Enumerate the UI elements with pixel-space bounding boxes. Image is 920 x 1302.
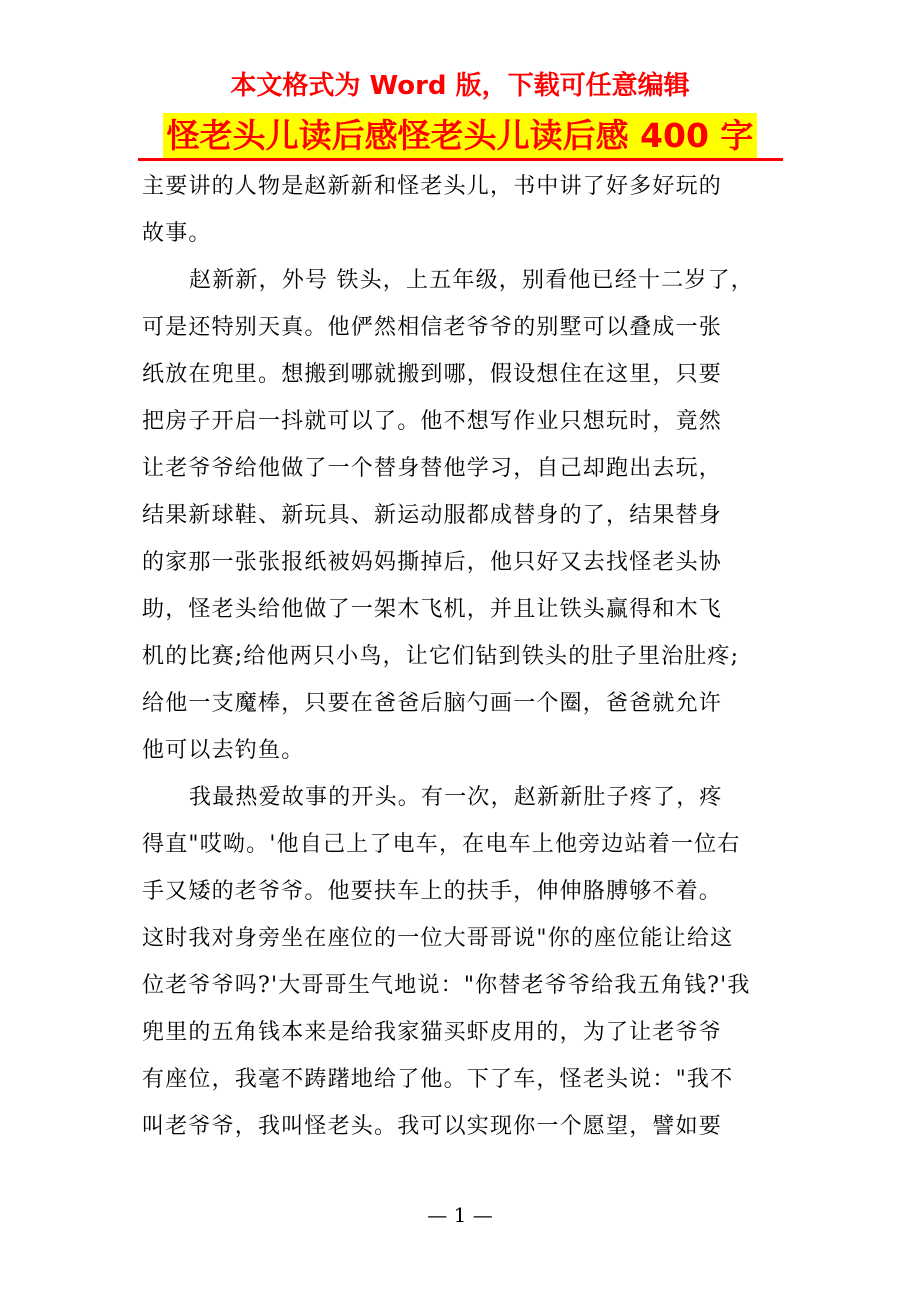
body-line: 手又矮的老爷爷。他要扶车上的扶手，伸伸胳膊够不着。 (142, 879, 723, 904)
title-underline-divider (138, 158, 783, 161)
document-banner: 本文格式为 Word 版，下载可任意编辑 (230, 71, 690, 101)
body-line: 得直"哎呦。'他自己上了电车，在电车上他旁边站着一位右 (142, 832, 741, 857)
page-number: — 1 — (427, 1203, 493, 1227)
document-title: 怪老头儿读后感怪老头儿读后感 400 字 (163, 113, 758, 159)
body-line: 我最热爱故事的开头。有一次，赵新新肚子疼了，疼 (189, 785, 723, 810)
body-line: 结果新球鞋、新玩具、新运动服都成替身的了，结果替身 (142, 503, 723, 528)
body-line: 主要讲的人物是赵新新和怪老头儿，书中讲了好多好玩的 (142, 174, 723, 199)
body-line: 助，怪老头给他做了一架木飞机，并且让铁头赢得和木飞 (142, 597, 723, 622)
body-line: 兜里的五角钱本来是给我家猫买虾皮用的，为了让老爷爷 (142, 1020, 723, 1045)
body-line: 赵新新，外号 铁头，上五年级，别看他已经十二岁了， (189, 268, 754, 293)
title-container (0, 113, 920, 159)
body-line: 让老爷爷给他做了一个替身替他学习，自己却跑出去玩， (142, 456, 723, 481)
document-body (142, 163, 787, 1150)
body-line: 纸放在兜里。想搬到哪就搬到哪，假设想住在这里，只要 (142, 362, 723, 387)
body-line: 的家那一张张报纸被妈妈撕掉后，他只好又去找怪老头协 (142, 550, 723, 575)
body-line: 故事。 (142, 221, 212, 246)
body-line: 把房子开启一抖就可以了。他不想写作业只想玩时，竟然 (142, 409, 723, 434)
body-line: 这时我对身旁坐在座位的一位大哥哥说"你的座位能让给这 (142, 926, 734, 951)
body-line: 有座位，我毫不踌躇地给了他。下了车，怪老头说："我不 (142, 1067, 734, 1092)
body-line: 可是还特别天真。他俨然相信老爷爷的别墅可以叠成一张 (142, 315, 723, 340)
body-line: 他可以去钓鱼。 (142, 738, 305, 763)
body-line: 给他一支魔棒，只要在爸爸后脑勺画一个圈，爸爸就允许 (142, 691, 723, 716)
body-line: 位老爷爷吗?'大哥哥生气地说："你替老爷爷给我五角钱?'我 (142, 973, 751, 998)
body-line: 叫老爷爷，我叫怪老头。我可以实现你一个愿望，譬如要 (142, 1114, 723, 1139)
body-line: 机的比赛;给他两只小鸟，让它们钻到铁头的肚子里治肚疼; (142, 644, 740, 669)
